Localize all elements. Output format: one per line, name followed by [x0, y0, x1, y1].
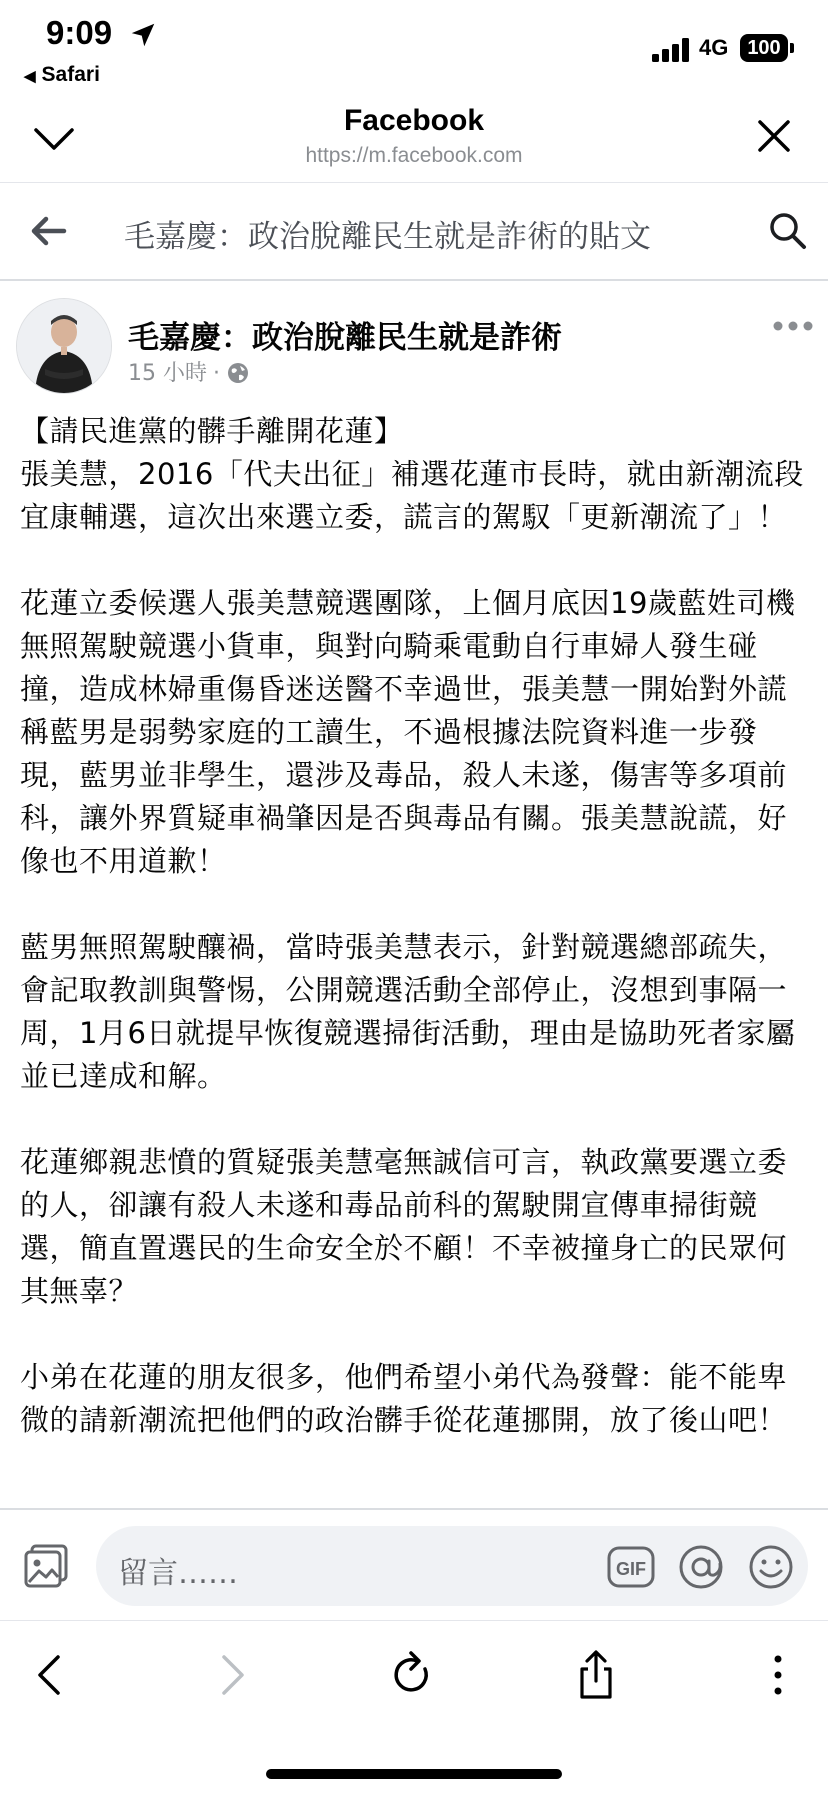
comment-placeholder: 留言……: [118, 1556, 238, 1591]
avatar[interactable]: [16, 298, 112, 394]
post-paragraph: 【請民進黨的髒手離開花蓮】 張美慧，2016「代夫出征」補選花蓮市長時，就由新潮流段宜康輔選，這次出來選立委，謊言的駕馭「更新潮流了」！: [20, 414, 804, 534]
more-icon[interactable]: [772, 316, 814, 336]
gif-icon[interactable]: [606, 1542, 656, 1592]
safari-toolbar: [0, 1620, 828, 1793]
location-arrow-icon: [128, 20, 158, 50]
home-indicator: [266, 1769, 562, 1779]
post-header: [0, 290, 828, 400]
share-icon[interactable]: [572, 1649, 620, 1701]
post-time[interactable]: 15 小時: [128, 361, 207, 386]
reload-icon[interactable]: [389, 1649, 437, 1701]
post-paragraph: 花蓮立委候選人張美慧競選團隊，上個月底因19歲藍姓司機無照駕駛競選小貨車，與對向騎乘電動自行車婦人發生碰撞，造成林婦重傷昏迷送醫不幸過世，張美慧一開始對外謊稱藍男是弱勢家庭的工讀生，不過根據法院資料進一步發現，藍男並非學生，還涉及毒品，殺人未遂，傷害等多項前科，讓外界質疑車禍肇因是否與毒品有關。張美慧說謊，好像也不用道歉！: [20, 586, 796, 878]
network-type: 4G: [699, 35, 729, 60]
site-url: https://m.facebook.com: [305, 144, 523, 167]
page-title: 毛嘉慶：政治脫離民生就是詐術的貼文: [124, 219, 651, 255]
comment-bar: [0, 1508, 828, 1622]
forward-icon[interactable]: [208, 1649, 256, 1701]
post-paragraph: 小弟在花蓮的朋友很多，他們希望小弟代為發聲：能不能卑微的請新潮流把他們的政治髒手從花蓮挪開，放了後山吧！: [20, 1360, 788, 1437]
status-bar: [0, 0, 828, 92]
photo-icon[interactable]: [22, 1542, 72, 1592]
post-meta: [128, 356, 250, 387]
back-to-app[interactable]: [24, 63, 100, 87]
post-paragraph: 花蓮鄉親悲憤的質疑張美慧毫無誠信可言，執政黨要選立委的人，卻讓有殺人未遂和毒品前科的駕駛開宣傳車掃街競選，簡直置選民的生命安全於不顧！不幸被撞身亡的民眾何其無辜？: [20, 1145, 788, 1308]
signal-icon: [652, 38, 692, 62]
meta-separator: ·: [213, 361, 220, 386]
site-title: Facebook: [343, 104, 485, 137]
post-paragraph: 藍男無照駕駛釀禍，當時張美慧表示，針對競選總部疏失，會記取教訓與警惕，公開競選活動全部停止，沒想到事隔一周，1月6日就提早恢復競選掃街活動，理由是協助死者家屬並已達成和解。: [20, 930, 796, 1093]
page-navbar: [0, 183, 828, 281]
battery-tip: [790, 43, 794, 53]
post-body: [20, 410, 816, 1485]
back-arrow-icon[interactable]: [28, 211, 68, 251]
author-name[interactable]: 毛嘉慶：政治脫離民生就是詐術: [128, 320, 562, 356]
gif-label: GIF: [616, 1559, 646, 1579]
comment-input[interactable]: [96, 1526, 808, 1606]
more-vertical-icon[interactable]: [754, 1649, 802, 1701]
search-icon[interactable]: [766, 209, 810, 253]
status-time: 9:09: [46, 14, 113, 51]
close-icon[interactable]: [752, 114, 796, 158]
avatar-image: [17, 299, 111, 393]
back-app-label: Safari: [41, 63, 100, 86]
browser-header: [0, 92, 828, 183]
back-icon[interactable]: [26, 1649, 74, 1701]
globe-icon: [226, 361, 250, 385]
battery-indicator: 100: [740, 34, 788, 62]
mention-icon[interactable]: [676, 1542, 726, 1592]
back-triangle-icon: ◀: [24, 68, 36, 85]
emoji-icon[interactable]: [746, 1542, 796, 1592]
